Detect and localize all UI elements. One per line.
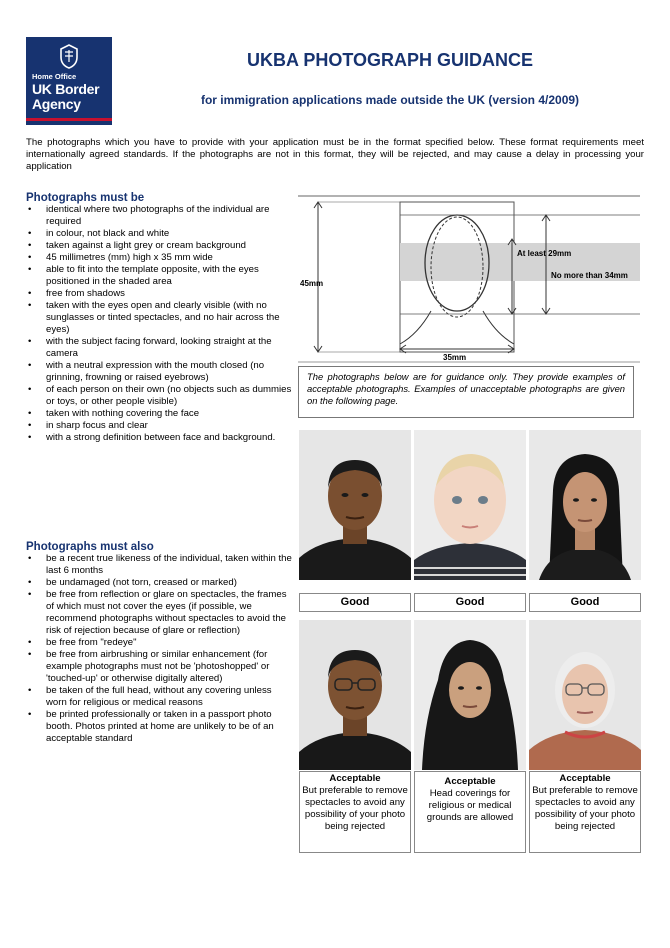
list-item: • be printed professionally or taken in a passport photo booth. Photos printed at home are unlikely to be of an acceptable standard bbox=[26, 709, 292, 745]
guidance-note: The photographs below are for guidance only. They provide examples of acceptable photographs. Examples of unacceptable photographs are given on the following page. bbox=[298, 366, 634, 418]
acceptable-photo-man-spectacles bbox=[299, 620, 411, 770]
acceptable-note-1: But preferable to remove spectacles to avoid any possibility of your photo being rejected bbox=[302, 785, 408, 832]
good-photo-baby bbox=[414, 430, 526, 580]
logo-red-bar bbox=[26, 118, 112, 121]
list-item: • be a recent true likeness of the individual, taken within the last 6 months bbox=[26, 553, 292, 577]
list-item: • of each person on their own (no objects such as dummies or toys, or other people visible) bbox=[26, 384, 292, 408]
must-be-list bbox=[26, 204, 292, 444]
list-item: • able to fit into the template opposite, with the eyes positioned in the shaded area bbox=[26, 264, 292, 288]
uk-border-agency-logo bbox=[26, 37, 112, 125]
list-item: • taken against a light grey or cream background bbox=[26, 240, 292, 252]
list-item: • taken with nothing covering the face bbox=[26, 408, 292, 420]
acceptable-note-2: Head coverings for religious or medical grounds are allowed bbox=[426, 788, 514, 823]
page-subtitle: for immigration applications made outside the UK (version 4/2009) bbox=[200, 93, 580, 107]
list-item: • taken with the eyes open and clearly visible (with no sunglasses or tinted spectacles, and no hair across the eyes) bbox=[26, 300, 292, 336]
page-title: UKBA PHOTOGRAPH GUIDANCE bbox=[246, 50, 533, 70]
list-item: • be free from "redeye" bbox=[26, 637, 292, 649]
min-29mm-label: At least 29mm bbox=[517, 249, 572, 258]
acceptable-note-3: But preferable to remove spectacles to avoid any possibility of your photo being rejected bbox=[532, 785, 638, 832]
list-item: • 45 millimetres (mm) high x 35 mm wide bbox=[26, 252, 292, 264]
max-34mm-label: No more than 34mm bbox=[551, 271, 628, 280]
must-also-list bbox=[26, 553, 292, 745]
acceptable-label-2: Acceptable bbox=[444, 776, 496, 787]
list-item: • with a strong definition between face and background. bbox=[26, 432, 292, 444]
width-35mm-label: 35mm bbox=[443, 353, 467, 362]
acceptable-caption-3 bbox=[529, 771, 641, 853]
acceptable-caption-1 bbox=[299, 771, 411, 853]
logo-agency: UK Border Agency bbox=[32, 81, 100, 112]
list-item: • in colour, not black and white bbox=[26, 228, 292, 240]
list-item: • in sharp focus and clear bbox=[26, 420, 292, 432]
list-item: • be free from airbrushing or similar enhancement (for example photographs must not be 'photoshopped' or 'touched-up' or otherwise digitally altered) bbox=[26, 649, 292, 685]
must-also-section bbox=[26, 541, 292, 745]
good-caption-1: Good bbox=[299, 593, 411, 612]
photo-template-diagram bbox=[298, 194, 640, 364]
list-item: • free from shadows bbox=[26, 288, 292, 300]
list-item: • be taken of the full head, without any covering unless worn for religious or medical reasons bbox=[26, 685, 292, 709]
good-photo-woman bbox=[529, 430, 641, 580]
must-be-section bbox=[26, 192, 292, 444]
acceptable-caption-2 bbox=[414, 771, 526, 853]
acceptable-photo-older-woman bbox=[529, 620, 641, 770]
good-caption-3: Good bbox=[529, 593, 641, 612]
list-item: • be free from reflection or glare on spectacles, the frames of which must not cover the eyes (if possible, we recommend photographs without spectacles to avoid the risk of rejection because of glare or reflection) bbox=[26, 589, 292, 637]
must-also-heading: Photographs must also bbox=[26, 541, 154, 553]
acceptable-label-1: Acceptable bbox=[329, 773, 381, 784]
royal-crest-icon bbox=[58, 43, 80, 69]
good-caption-2: Good bbox=[414, 593, 526, 612]
logo-department: Home Office bbox=[32, 72, 77, 81]
acceptable-photo-head-covering bbox=[414, 620, 526, 770]
list-item: • with a neutral expression with the mouth closed (no grinning, frowning or raised eyebrows) bbox=[26, 360, 292, 384]
intro-paragraph: The photographs which you have to provide with your application must be in the format specified below. These format requirements meet internationally agreed standards. If the photographs are not in this format, they will be rejected, and may cause a delay in processing your application bbox=[26, 137, 644, 172]
list-item: • be undamaged (not torn, creased or marked) bbox=[26, 577, 292, 589]
must-be-heading: Photographs must be bbox=[26, 192, 145, 204]
list-item: • identical where two photographs of the individual are required bbox=[26, 204, 292, 228]
height-45mm-label: 45mm bbox=[300, 279, 324, 288]
good-photo-man bbox=[299, 430, 411, 580]
acceptable-label-3: Acceptable bbox=[559, 773, 611, 784]
list-item: • with the subject facing forward, looking straight at the camera bbox=[26, 336, 292, 360]
